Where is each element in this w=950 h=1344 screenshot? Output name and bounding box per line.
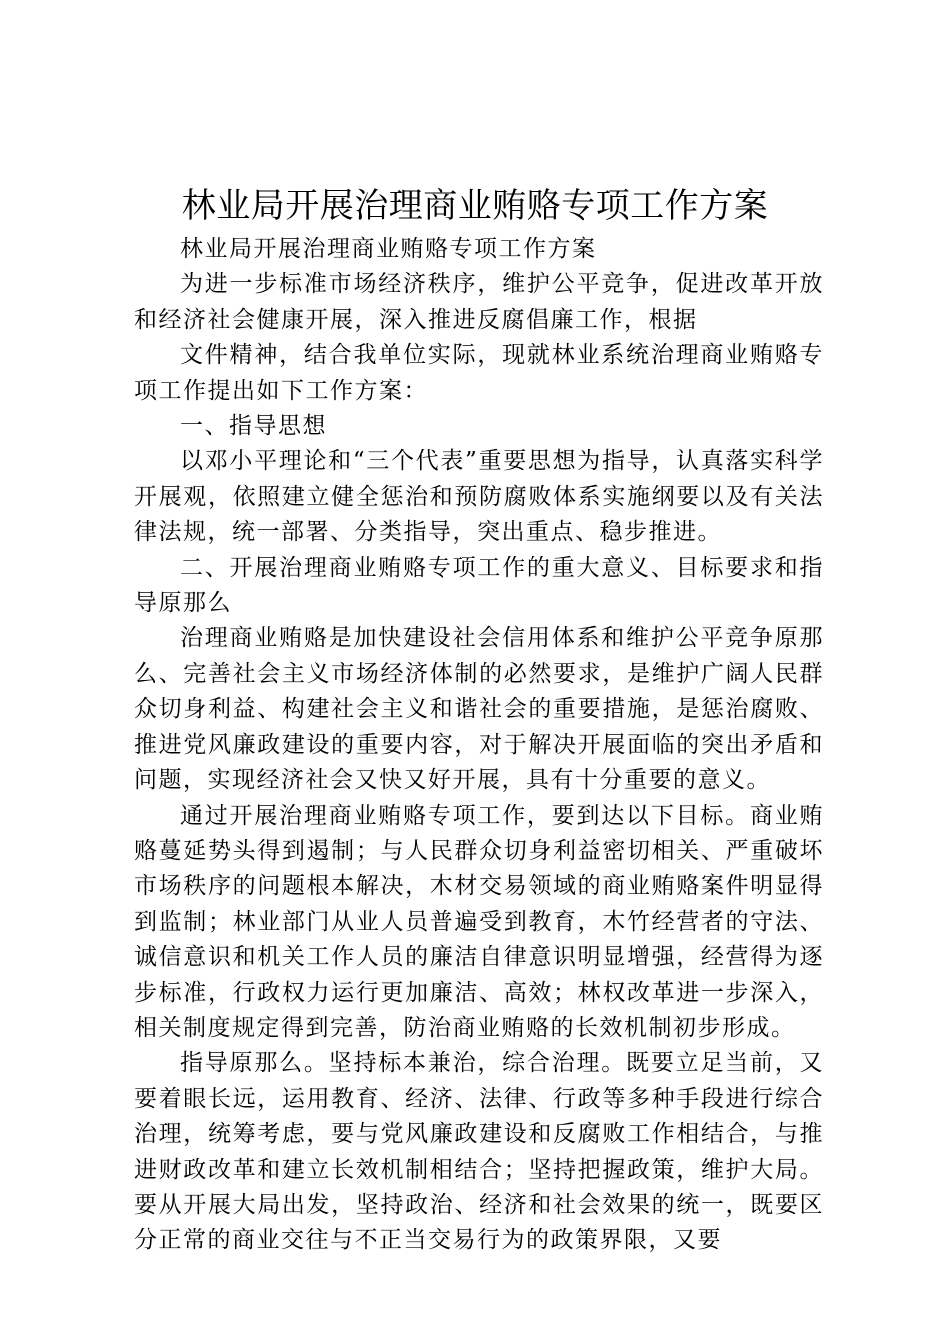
paragraph-intro-continued: 文件精神，结合我单位实际，现就林业系统治理商业贿赂专项工作提出如下工作方案：	[134, 342, 824, 404]
section-heading-guiding-ideology: 一、指导思想	[180, 413, 327, 440]
paragraph-intro: 为进一步标准市场经济秩序，维护公平竞争，促进改革开放和经济社会健康开展，深入推进反腐倡廉工作，根据	[134, 271, 824, 333]
paragraph-principles: 指导原那么。坚持标本兼治，综合治理。既要立足当前，又要着眼长远，运用教育、经济、法律、行政等多种手段进行综合治理，统筹考虑，要与党风廉政建设和反腐败工作相结合，与推进财政改革和建立长效机制相结合；坚持把握政策，维护大局。要从开展大局出发，坚持政治、经济和社会效果的统一，既要区分正常的商业交往与不正当交易行为的政策界限，又要	[134, 1050, 824, 1254]
paragraph-heading-repeat: 林业局开展治理商业贿赂专项工作方案	[180, 236, 597, 262]
section-heading-significance: 二、开展治理商业贿赂专项工作的重大意义、目标要求和指导原那么	[134, 554, 824, 617]
paragraph-significance: 治理商业贿赂是加快建设社会信用体系和维护公平竞争原那么、完善社会主义市场经济体制的必然要求，是维护广阔人民群众切身利益、构建社会主义和谐社会的重要措施，是惩治腐败、推进党风廉政建设的重要内容，对于解决开展面临的突出矛盾和问题，实现经济社会又快又好开展，具有十分重要的意义。	[134, 625, 824, 794]
paragraph-goals: 通过开展治理商业贿赂专项工作，要到达以下目标。商业贿赂蔓延势头得到遏制；与人民群众切身利益密切相关、严重破坏市场秩序的问题根本解决，木材交易领域的商业贿赂案件明显得到监制；林业部门从业人员普遍受到教育，木竹经营者的守法、诚信意识和机关工作人员的廉洁自律意识明显增强，经营得为逐步标准，行政权力运行更加廉洁、高效；林权改革进一步深入，相关制度规定得到完善，防治商业贿赂的长效机制初步形成。	[134, 802, 824, 1041]
document-body	[134, 232, 824, 1259]
paragraph-guiding-ideology: 以邓小平理论和“三个代表”重要思想为指导，认真落实科学开展观，依照建立健全惩治和预防腐败体系实施纲要以及有关法律法规，统一部署、分类指导，突出重点、稳步推进。	[134, 448, 824, 546]
document-title: 林业局开展治理商业贿赂专项工作方案	[181, 186, 769, 226]
